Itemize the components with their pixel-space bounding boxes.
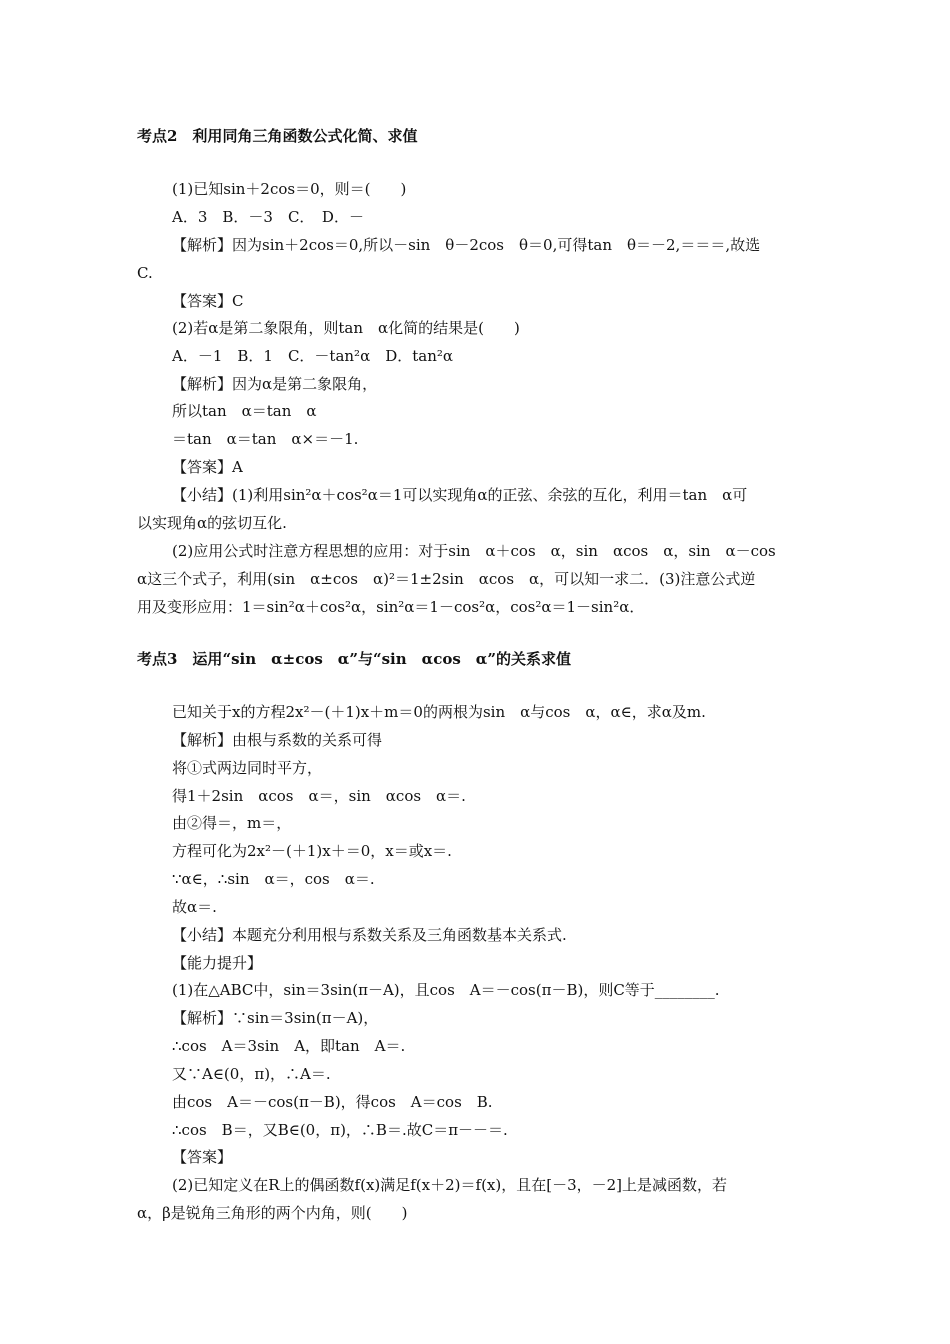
question-2-step-2: ＝tan α＝tan α×＝－1. [172, 430, 359, 448]
question-3-step-4: 方程可化为2x²－(＋1)x＋＝0，x＝或x＝. [172, 842, 452, 860]
question-2-step-1: 所以tan α＝tan α [172, 402, 317, 420]
question-3-step-5: ∵α∈，∴sin α＝，cos α＝. [172, 870, 375, 888]
ability-heading: 【能力提升】 [172, 954, 263, 972]
summary-1: 【小结】(1)利用sin²α＋cos²α＝1可以实现角α的正弦、余弦的互化，利用＝tan α可 [172, 486, 748, 504]
summary-2: (2)应用公式时注意方程思想的应用：对于sin α＋cos α，sin αcos α，sin α－cos [172, 542, 776, 560]
ability-question-1-step-4: ∴cos B＝，又B∈(0，π)，∴B＝.故C＝π－－＝. [172, 1121, 508, 1139]
question-1-analysis-cont: C. [137, 264, 153, 282]
question-3-step-2: 得1＋2sin αcos α＝，sin αcos α＝. [172, 787, 466, 805]
ability-question-1-step-2: 又∵A∈(0，π)，∴A＝. [172, 1065, 331, 1083]
ability-question-1-step-1: ∴cos A＝3sin A，即tan A＝. [172, 1037, 406, 1055]
summary-2-end: 用及变形应用：1＝sin²α＋cos²α，sin²α＝1－cos²α，cos²α＝1－sin²α． [137, 598, 645, 616]
section-heading-2: 考点2 利用同角三角函数公式化简、求值 [137, 127, 418, 145]
summary-1-cont: 以实现角α的弦切互化. [137, 514, 287, 532]
summary-2-cont: α这三个式子，利用(sin α±cos α)²＝1±2sin αcos α，可以知一求二．(3)注意公式逆 [137, 570, 756, 588]
ability-question-2: (2)已知定义在R上的偶函数f(x)满足f(x＋2)＝f(x)，且在[－3，－2]上是减函数，若 [172, 1176, 728, 1194]
ability-question-1-step-3: 由cos A＝－cos(π－B)，得cos A＝cos B. [172, 1093, 493, 1111]
section-heading-3: 考点3 运用“sin α±cos α”与“sin αcos α”的关系求值 [137, 650, 571, 668]
question-3-step-1: 将①式两边同时平方， [172, 759, 323, 777]
question-3-analysis: 【解析】由根与系数的关系可得 [172, 731, 383, 749]
question-2-stem: (2)若α是第二象限角，则tan α化简的结果是( ) [172, 319, 520, 337]
question-1-options: A．3 B．－3 C． D．－ [172, 208, 364, 226]
ability-question-1: (1)在△ABC中，sin＝3sin(π－A)，且cos A＝－cos(π－B)，则C等于________. [172, 981, 720, 999]
question-3-step-3: 由②得＝，m＝， [172, 814, 292, 832]
ability-question-1-answer: 【答案】 [172, 1148, 233, 1166]
question-2-analysis: 【解析】因为α是第二象限角， [172, 375, 378, 393]
question-3-summary: 【小结】本题充分利用根与系数关系及三角函数基本关系式. [172, 926, 567, 944]
question-3-step-6: 故α＝. [172, 898, 217, 916]
question-2-options: A．－1 B．1 C．－tan²α D．tan²α [172, 347, 453, 365]
question-1-analysis: 【解析】因为sin＋2cos＝0,所以－sin θ－2cos θ＝0,可得tan θ＝－2,＝＝＝,故选 [172, 236, 761, 254]
question-2-answer: 【答案】A [172, 458, 243, 476]
question-1-answer: 【答案】C [172, 292, 244, 310]
question-1-stem: (1)已知sin＋2cos＝0，则＝( ) [172, 180, 407, 198]
ability-question-2-cont: α，β是锐角三角形的两个内角，则( ) [137, 1204, 408, 1222]
question-3-stem: 已知关于x的方程2x²－(＋1)x＋m＝0的两根为sin α与cos α，α∈，求α及m. [172, 703, 706, 721]
ability-question-1-analysis: 【解析】∵sin＝3sin(π－A)， [172, 1009, 379, 1027]
